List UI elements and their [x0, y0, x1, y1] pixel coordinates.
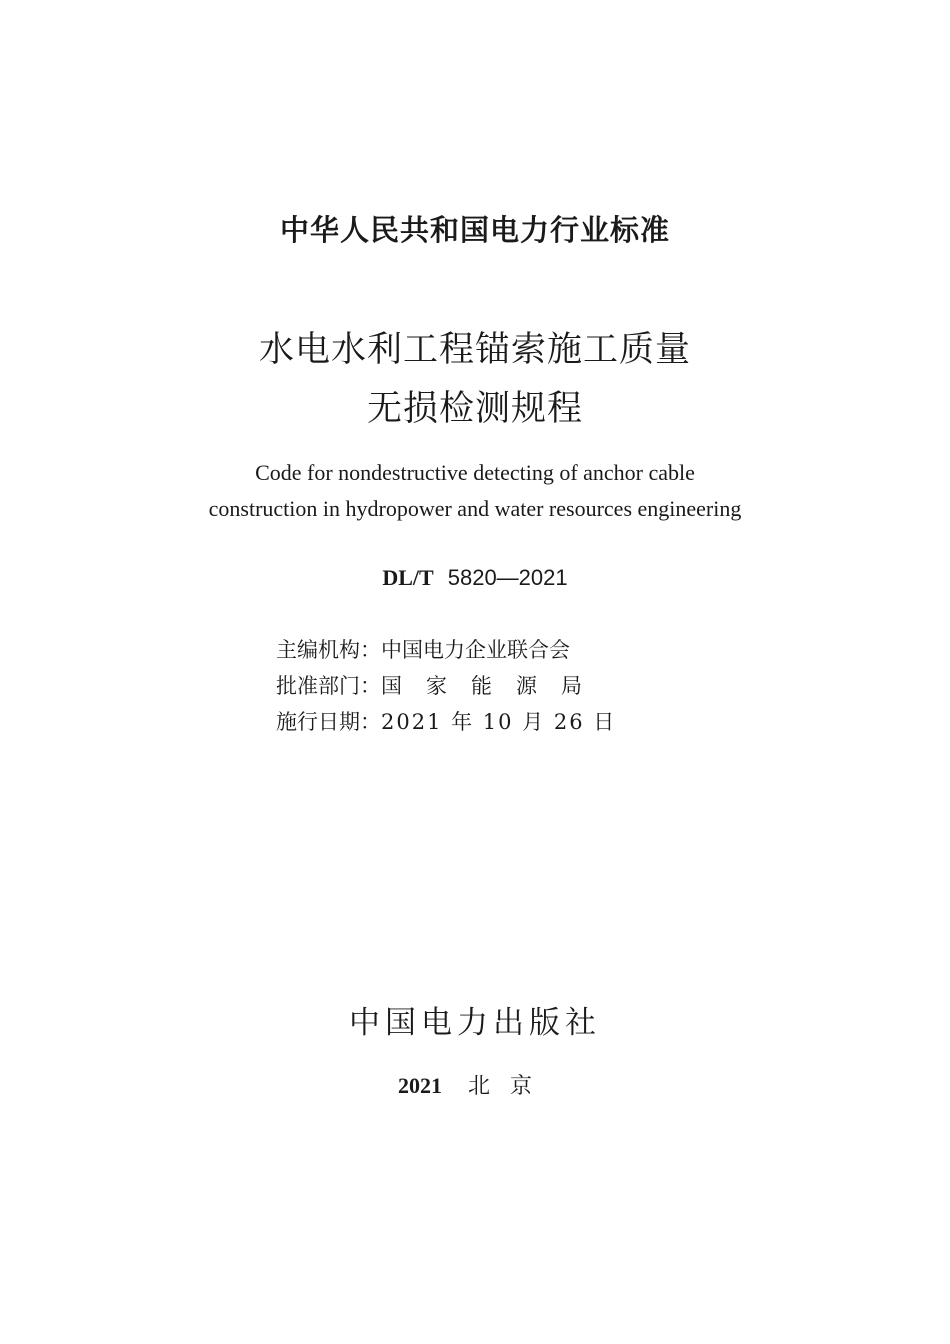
publication-year: 2021 [397, 1073, 442, 1098]
standard-code-prefix: DL/T [382, 565, 434, 590]
meta-row-editor [276, 632, 616, 668]
publication-place-year [0, 1069, 950, 1100]
standard-series-heading: 中华人民共和国电力行业标准 [279, 213, 670, 247]
document-title-line-1: 水电水利工程锚索施工质量 [258, 330, 691, 370]
document-title-line-2: 无损检测规程 [366, 389, 583, 429]
approver-label: 批准部门： [276, 674, 381, 698]
standard-code-number: 5820—2021 [447, 565, 568, 590]
editor-value: 中国电力企业联合会 [381, 638, 570, 662]
english-title-line-2: construction in hydropower and water resources engineering [208, 496, 742, 521]
date-value: 2021 年 10 月 26 日 [381, 710, 617, 734]
editor-label: 主编机构： [276, 638, 381, 662]
standard-code [0, 565, 950, 591]
publication-city: 北京 [467, 1074, 552, 1099]
approver-value: 国家能源局 [381, 674, 606, 698]
meta-row-approver [276, 668, 616, 704]
english-title-line-1: Code for nondestructive detecting of anchor cable [255, 460, 695, 485]
date-label: 施行日期： [276, 710, 381, 734]
meta-row-date [276, 704, 616, 740]
publication-meta [276, 632, 616, 740]
publisher-name: 中国电力出版社 [349, 1005, 601, 1041]
